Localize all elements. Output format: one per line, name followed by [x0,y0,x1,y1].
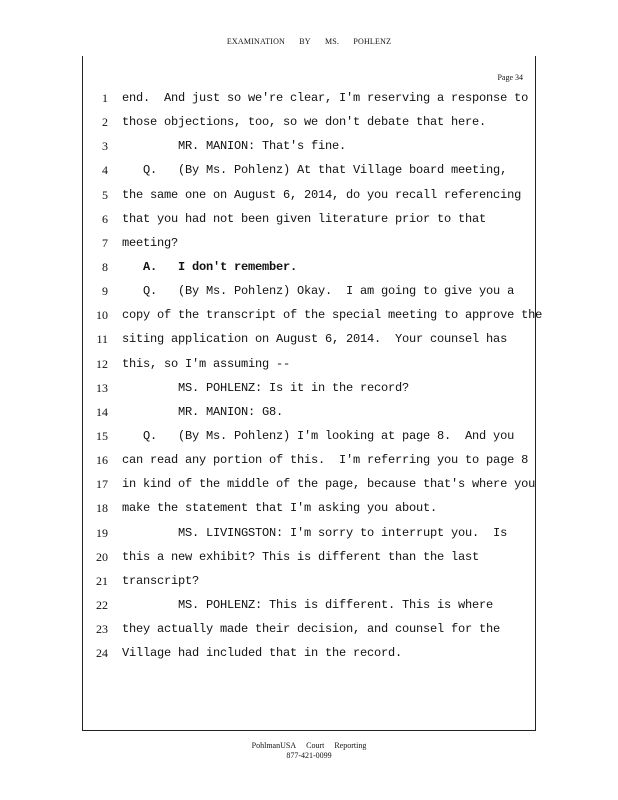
header-ms: MS. [324,37,340,46]
footer-reporting: Reporting [334,741,367,750]
transcript-line: those objections, too, so we don't debate that here. [122,115,487,130]
header-by: BY [299,37,311,46]
line-number: 10 [96,308,108,323]
line-number: 15 [96,428,108,443]
transcript-line: MR. MANION: That's fine. [122,139,347,154]
line-number: 6 [102,211,108,226]
line-numbers [88,86,108,665]
transcript-line: this, so I'm assuming -- [122,356,291,371]
transcript-line: MS. LIVINGSTON: I'm sorry to interrupt you. Is [122,525,508,540]
footer-company: PohlmanUSA [251,741,297,750]
line-number: 23 [96,622,108,637]
page-number: Page 34 [497,73,523,82]
transcript-line: meeting? [122,235,179,250]
page-header [0,37,618,46]
page-footer [0,741,618,761]
transcript-line: in kind of the middle of the page, because that's where you [122,477,536,492]
transcript-body [122,86,543,665]
line-number: 17 [96,477,108,492]
line-number: 11 [96,332,108,347]
transcript-line: copy of the transcript of the special meeting to approve the [122,308,543,323]
line-number: 12 [96,356,108,371]
transcript-line: MR. MANION: G8. [122,404,284,419]
line-number: 21 [96,573,108,588]
transcript-line: Village had included that in the record. [122,646,403,661]
line-number: 5 [102,187,108,202]
transcript-line: Q. (By Ms. Pohlenz) At that Village board meeting, [122,163,508,178]
transcript-line: transcript? [122,573,200,588]
transcript-line: make the statement that I'm asking you about. [122,501,438,516]
line-number: 3 [102,139,108,154]
line-number: 7 [102,235,108,250]
transcript-line: they actually made their decision, and counsel for the [122,622,501,637]
transcript-line: this a new exhibit? This is different than the last [122,549,480,564]
transcript-line: the same one on August 6, 2014, do you recall referencing [122,187,522,202]
line-number: 14 [96,404,108,419]
header-examination: EXAMINATION [226,37,286,46]
line-number: 2 [102,115,108,130]
transcript-line: can read any portion of this. I'm referring you to page 8 [122,453,529,468]
transcript-line: Q. (By Ms. Pohlenz) I'm looking at page 8. And you [122,428,515,443]
transcript-line: MS. POHLENZ: This is different. This is where [122,597,494,612]
line-number: 16 [96,453,108,468]
transcript-line: end. And just so we're clear, I'm reserving a response to [122,91,529,105]
line-number: 22 [96,597,108,612]
transcript-line: MS. POHLENZ: Is it in the record? [122,380,410,395]
transcript-line: A. I don't remember. [122,259,298,274]
line-number: 9 [102,284,108,299]
transcript-line: siting application on August 6, 2014. Your counsel has [122,332,508,347]
line-number: 20 [96,549,108,564]
line-number: 1 [102,91,108,105]
footer-phone: 877-421-0099 [286,751,332,760]
transcript-line: Q. (By Ms. Pohlenz) Okay. I am going to give you a [122,284,515,299]
line-number: 18 [96,501,108,516]
header-name: POHLENZ [353,37,392,46]
transcript-line: that you had not been given literature prior to that [122,211,487,226]
line-number: 4 [102,163,108,178]
line-number: 8 [102,259,108,274]
line-number: 13 [96,380,108,395]
footer-court: Court [306,741,325,750]
line-number: 24 [96,646,108,661]
line-number: 19 [96,525,108,540]
